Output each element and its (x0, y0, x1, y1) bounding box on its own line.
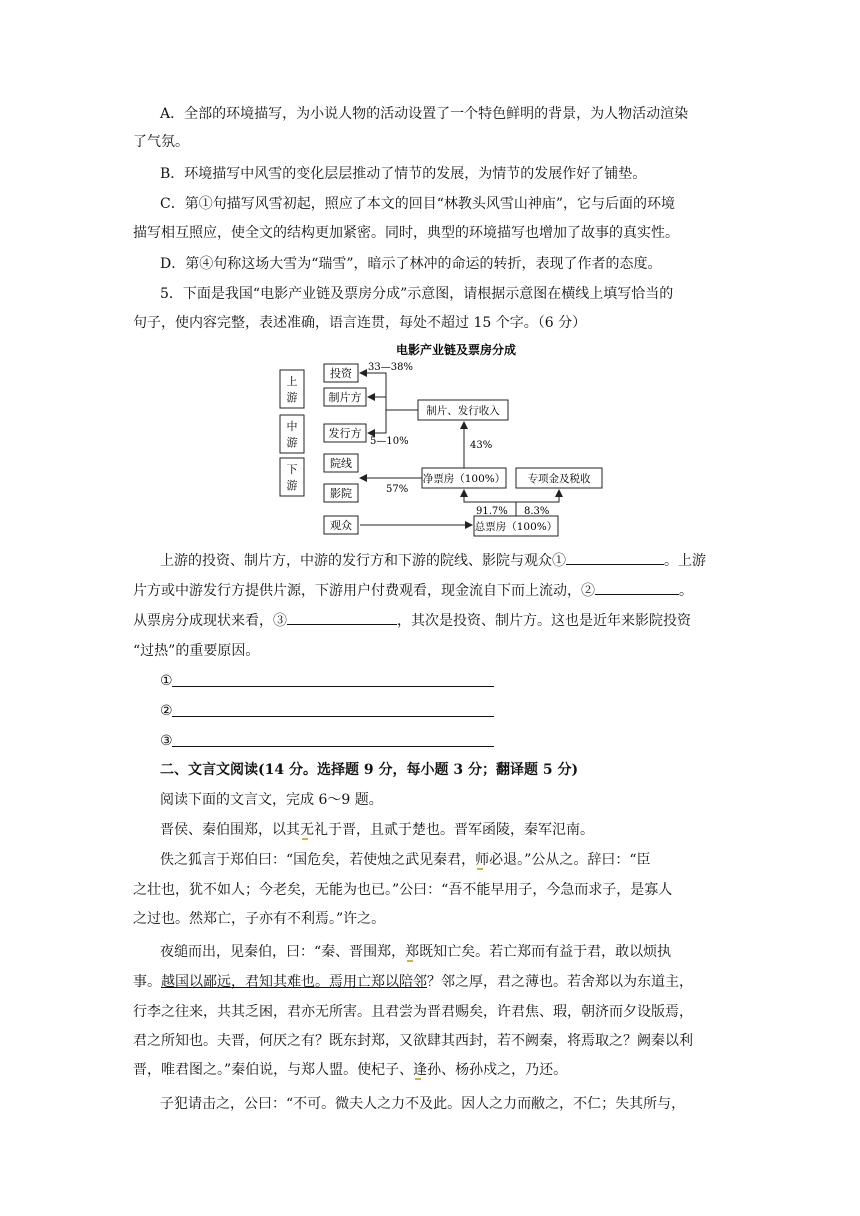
stage-downstream-char1: 下 (286, 463, 298, 476)
answer-1-label: ① (160, 673, 173, 689)
cl-2b: 必退。”公从之。辞曰：“臣 (489, 852, 651, 868)
label-gross-box-office: 总票房（100%） (474, 521, 558, 533)
film-industry-diagram (276, 340, 616, 540)
answer-1-line[interactable] (172, 686, 494, 687)
cl-9a: 晋，唯君图之。”秦伯说，与郑人盟。使杞子、 (133, 1062, 414, 1078)
classical-para-2-line2: 之壮也，犹不如人；今老矣，无能为也已。”公曰：“吾不能早用子，今急而求子，是寡人 (133, 882, 673, 898)
option-a-line1: A．全部的环境描写，为小说人物的活动设置了一个特色鲜明的背景，为人物活动渲染 (160, 106, 689, 122)
answer-2-label: ② (160, 703, 173, 719)
cl-5m: 郑 (405, 944, 420, 960)
fill-text-2b: 。 (679, 583, 693, 599)
cl-2m: 师 (475, 852, 490, 868)
fill-text-2a: 片方或中游发行方提供片源，下游用户付费观看，现金流自下而上流动，② (133, 583, 595, 599)
diagram-title: 电影产业链及票房分成 (395, 343, 517, 357)
cl-6a: 事。 (133, 974, 161, 990)
pct-8-3: 8.3% (524, 506, 550, 517)
option-c-line2: 描写相互照应，使全文的结构更加紧密。同时，典型的环境描写也增加了故事的真实性。 (133, 225, 679, 241)
pct-43: 43% (470, 440, 493, 451)
cl-6b: ？邻之厚，君之薄也。若舍郑以为东道主， (427, 974, 693, 990)
fill-text-1b: 。上游 (664, 553, 706, 569)
blank-1[interactable] (566, 548, 664, 565)
cl-6-underlined: 越国以鄙远，君知其难也。焉用亡郑以陪邻 (161, 974, 427, 990)
label-producer: 制片方 (328, 391, 362, 404)
section-2-instruction: 阅读下面的文言文，完成 6～9 题。 (160, 792, 383, 808)
cl-5a: 夜缒而出，见秦伯，曰：“秦、晋围郑， (160, 944, 406, 960)
arrow-to-distributor (368, 410, 386, 433)
fill-line-1 (133, 547, 733, 575)
stage-downstream-char2: 游 (286, 479, 298, 492)
classical-para-4-line1: 子犯请击之，公曰：“不可。微夫人之力不及此。因人之力而敝之，不仁；失其所与， (160, 1096, 686, 1112)
arrow-to-invest (360, 373, 418, 410)
stage-upstream-char1: 上 (286, 375, 298, 388)
cl-1m: 无 (300, 822, 314, 838)
stage-upstream-char2: 游 (286, 391, 298, 404)
classical-para-3-line2 (133, 968, 733, 996)
classical-para-1 (133, 816, 733, 844)
answer-3-line[interactable] (172, 746, 494, 747)
classical-para-3-line4: 君之所知也。夫晋，何厌之有？既东封郑，又欲肆其西封，若不阙秦，将焉取之？阙秦以利 (133, 1033, 693, 1049)
section-2-heading: 二、文言文阅读(14 分。选择题 9 分，每小题 3 分；翻译题 5 分) (160, 762, 579, 778)
cl-1a: 晋侯、秦伯围郑，以其 (160, 822, 300, 838)
pct-91-7: 91.7% (476, 506, 508, 517)
label-cinema: 影院 (330, 487, 352, 500)
cl-5b: 既知亡矣。若亡郑而有益于君，敢以烦执 (419, 944, 672, 960)
cl-2a: 佚之狐言于郑伯曰：“国危矣，若使烛之武见秦君， (160, 852, 476, 868)
answer-3-label: ③ (160, 733, 173, 749)
classical-para-2-line3: 之过也。然郑亡，子亦有不利焉。”许之。 (133, 911, 386, 927)
cl-1b: 礼于晋，且贰于楚也。晋军函陵，秦军氾南。 (314, 822, 594, 838)
label-cinema-chain: 院线 (330, 457, 352, 470)
option-a-line2: 了气氛。 (133, 134, 189, 150)
option-d: D．第④句称这场大雪为“瑞雪”，暗示了林冲的命运的转折，表现了作者的态度。 (160, 256, 662, 272)
label-distributor: 发行方 (328, 427, 362, 440)
label-invest: 投资 (330, 367, 352, 380)
fill-line-4: “过热”的重要原因。 (133, 643, 260, 659)
answer-2-line[interactable] (172, 716, 494, 717)
blank-2[interactable] (595, 578, 679, 595)
stage-midstream-char1: 中 (286, 420, 298, 433)
label-production-income: 制片、发行收入 (426, 405, 500, 417)
stage-midstream-char2: 游 (286, 436, 298, 449)
question-5-line1: 5．下面是我国“电影产业链及票房分成”示意图，请根据示意图在横线上填写恰当的 (160, 286, 674, 302)
pct-33-38: 33—38% (368, 362, 413, 373)
label-special-fund: 专项金及税收 (527, 473, 591, 485)
option-c-line1: C．第①句描写风雪初起，照应了本文的回目“林教头风雪山神庙”，它与后面的环境 (160, 196, 676, 212)
classical-para-2-line1 (133, 846, 733, 874)
fill-text-3b: ，其次是投资、制片方。这也是近年来影院投资 (397, 613, 691, 629)
cl-9b: 孙、杨孙戍之，乃还。 (427, 1062, 568, 1078)
option-b: B．环境描写中风雪的变化层层推动了情节的发展，为情节的发展作好了铺垫。 (160, 166, 647, 182)
blank-3[interactable] (287, 608, 397, 625)
classical-para-3-line5 (133, 1056, 733, 1084)
fill-text-1a: 上游的投资、制片方，中游的发行方和下游的院线、影院与观众① (160, 553, 566, 569)
arrow-gross-to-fund (516, 490, 559, 502)
cl-9m: 逢 (413, 1062, 428, 1078)
pct-5-10: 5—10% (370, 436, 409, 447)
label-net-box-office: 净票房（100%） (422, 473, 506, 485)
fill-line-2 (133, 577, 733, 605)
fill-line-3 (133, 607, 733, 635)
pct-57: 57% (386, 484, 409, 495)
fill-text-3a: 从票房分成现状来看，③ (133, 613, 287, 629)
label-audience: 观众 (330, 519, 352, 532)
classical-para-3-line3: 行李之往来，共其乏困，君亦无所害。且君尝为晋君赐矣，许君焦、瑕，朝济而夕设版焉， (133, 1004, 693, 1020)
classical-para-3-line1 (133, 938, 733, 966)
question-5-line2: 句子，使内容完整，表述准确，语言连贯，每处不超过 15 个字。（6 分） (133, 315, 587, 331)
